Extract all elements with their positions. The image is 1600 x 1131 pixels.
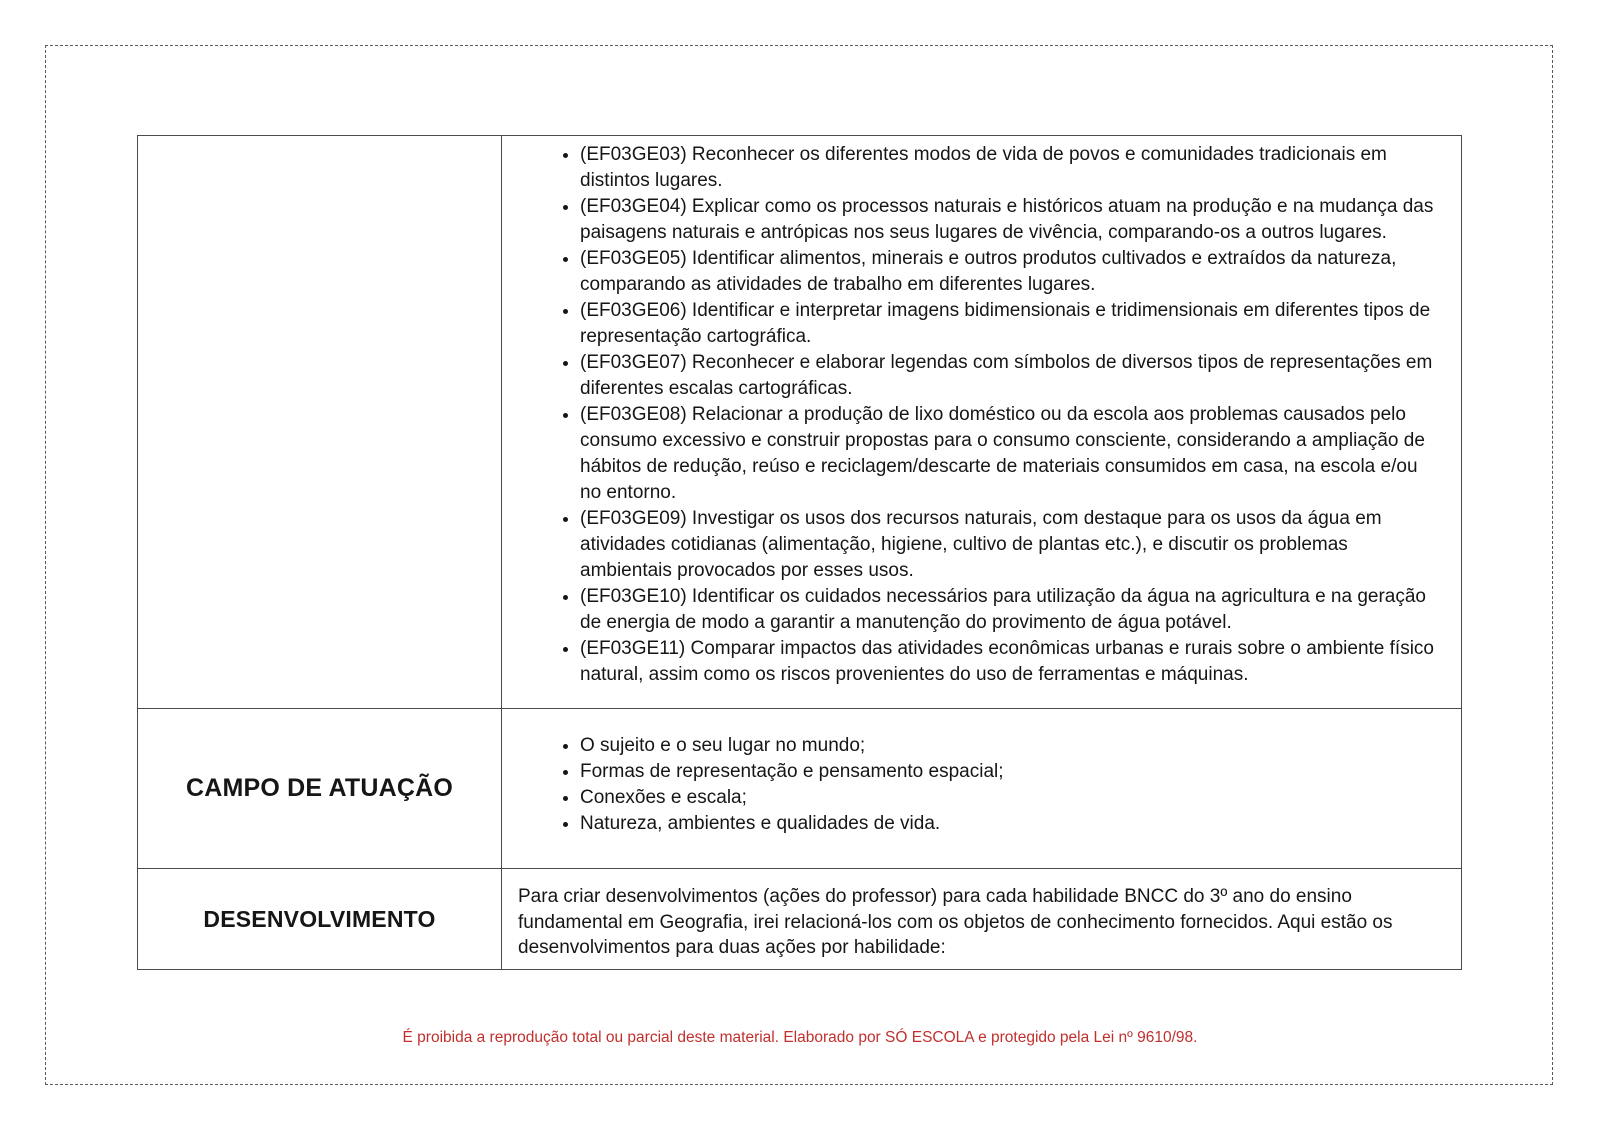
desenvolvimento-heading: DESENVOLVIMENTO [203, 905, 436, 932]
table-cell-campo-de-atuacao [138, 709, 502, 869]
table-cell-desenvolvimento [138, 869, 502, 969]
campo-item: • Formas de representação e pensamento espacial; [580, 759, 1439, 785]
table-cell-desenvolvimento-text [502, 869, 1461, 969]
campo-bullet-list [502, 709, 1461, 837]
bncc-curriculum-table [137, 135, 1462, 970]
desenvolvimento-paragraph: Para criar desenvolvimentos (ações do professor) para cada habilidade BNCC do 3º ano do ensino fundamental em Geografia, irei relacioná-los com os objetos de conhecimento fornecidos. Aqui estão os desenvolvimentos para duas ações por habilidade: [518, 886, 1393, 958]
skill-item-ef03ge07: • (EF03GE07) Reconhecer e elaborar legendas com símbolos de diversos tipos de representações em diferentes escalas cartográficas. [580, 350, 1439, 402]
skill-item-ef03ge06: • (EF03GE06) Identificar e interpretar imagens bidimensionais e tridimensionais em diferentes tipos de representação cartográfica. [580, 298, 1439, 350]
campo-item: • Conexões e escala; [580, 785, 1439, 811]
skill-item-ef03ge04: • (EF03GE04) Explicar como os processos naturais e históricos atuam na produção e na mudança das paisagens naturais e antrópicas nos seus lugares de vivência, comparando-os a outros lugares. [580, 194, 1439, 246]
table-cell-campo-list [502, 709, 1461, 869]
skill-item-ef03ge10: • (EF03GE10) Identificar os cuidados necessários para utilização da água na agricultura e na geração de energia de modo a garantir a manutenção do provimento de água potável. [580, 584, 1439, 636]
campo-item: • Natureza, ambientes e qualidades de vida. [580, 811, 1439, 837]
skill-item-ef03ge03: • (EF03GE03) Reconhecer os diferentes modos de vida de povos e comunidades tradicionais em distintos lugares. [580, 142, 1439, 194]
campo-item: • O sujeito e o seu lugar no mundo; [580, 733, 1439, 759]
skills-bullet-list [502, 136, 1461, 688]
table-cell-skills [502, 136, 1461, 709]
campo-de-atuacao-heading: CAMPO DE ATUAÇÃO [185, 774, 454, 802]
skill-item-ef03ge05: • (EF03GE05) Identificar alimentos, minerais e outros produtos cultivados e extraídos da natureza, comparando as atividades de trabalho em diferentes lugares. [580, 246, 1439, 298]
table-cell-row1-label-empty [138, 136, 502, 709]
skill-item-ef03ge09: • (EF03GE09) Investigar os usos dos recursos naturais, com destaque para os usos da água em atividades cotidianas (alimentação, higiene, cultivo de plantas etc.), e discutir os problemas ambientais provocados por esses usos. [580, 506, 1439, 584]
skill-item-ef03ge08: • (EF03GE08) Relacionar a produção de lixo doméstico ou da escola aos problemas causados pelo consumo excessivo e construir propostas para o consumo consciente, considerando a ampliação de hábitos de redução, reúso e reciclagem/descarte de materiais consumidos em casa, na escola e/ou no entorno. [580, 402, 1439, 506]
skill-item-ef03ge11: • (EF03GE11) Comparar impactos das atividades econômicas urbanas e rurais sobre o ambiente físico natural, assim como os riscos provenientes do uso de ferramentas e máquinas. [580, 636, 1439, 688]
copyright-notice: É proibida a reprodução total ou parcial deste material. Elaborado por SÓ ESCOLA e protegido pela Lei nº 9610/98. [402, 1029, 1198, 1046]
